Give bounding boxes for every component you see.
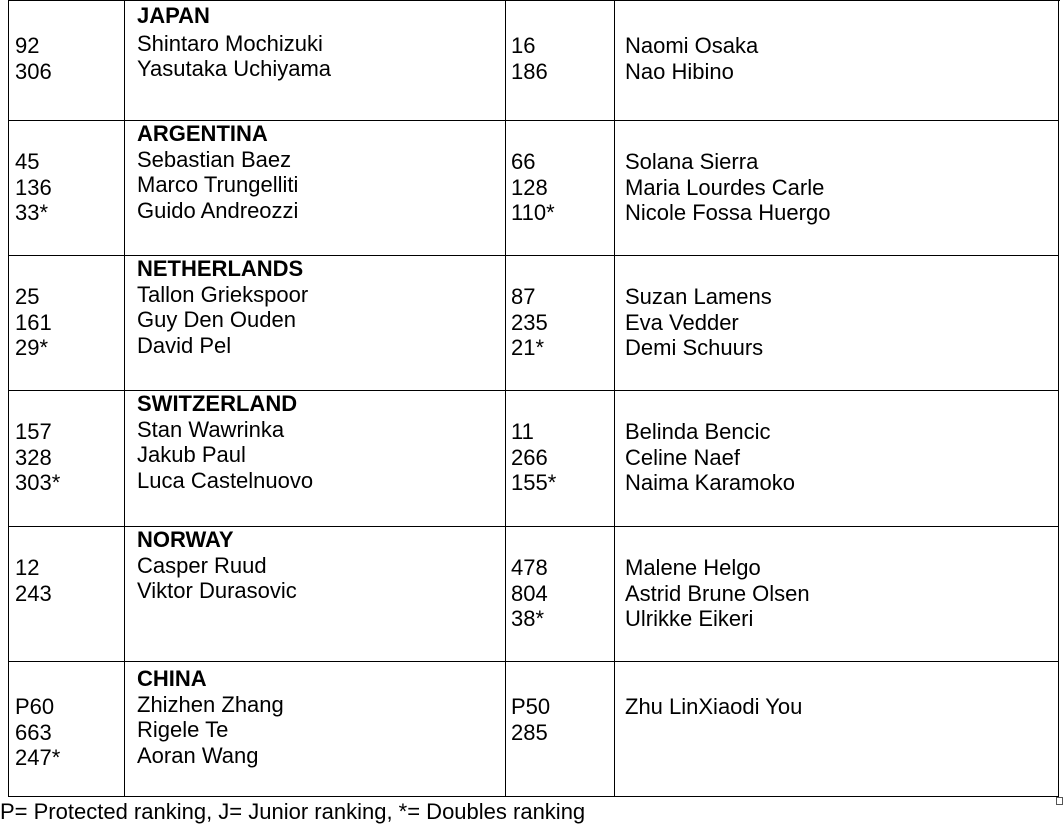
men-ranking: 12 bbox=[15, 555, 40, 580]
country-heading: ARGENTINA bbox=[137, 121, 268, 146]
women-player-name: Ulrikke Eikeri bbox=[625, 606, 754, 632]
men-player-name: Guido Andreozzi bbox=[137, 197, 299, 223]
women-ranking: 285 bbox=[511, 719, 548, 745]
cell-end-marker-icon bbox=[1056, 797, 1063, 805]
country-heading: NORWAY bbox=[137, 527, 234, 552]
men-player-name: Guy Den Ouden bbox=[137, 307, 296, 333]
women-rankings-cell bbox=[506, 391, 615, 527]
men-players-cell bbox=[125, 527, 506, 662]
country-heading: SWITZERLAND bbox=[137, 391, 298, 416]
men-ranking: 328 bbox=[15, 444, 52, 470]
men-players-cell bbox=[125, 121, 506, 256]
women-player-name: Naomi Osaka bbox=[625, 33, 759, 58]
women-players-cell bbox=[615, 1, 1059, 121]
men-players-cell bbox=[125, 391, 506, 527]
men-ranking: P60 bbox=[15, 694, 55, 719]
women-ranking: 128 bbox=[511, 174, 548, 200]
women-players-cell bbox=[615, 527, 1059, 662]
men-rankings-cell bbox=[9, 1, 125, 121]
men-player-name: Luca Castelnuovo bbox=[137, 467, 314, 493]
women-ranking: 266 bbox=[511, 444, 548, 470]
men-rankings-cell bbox=[9, 391, 125, 527]
women-ranking: 11 bbox=[511, 419, 534, 444]
women-ranking: 38* bbox=[511, 606, 545, 632]
men-player-name: Casper Ruud bbox=[137, 552, 267, 578]
men-player-name: David Pel bbox=[137, 332, 232, 358]
men-player-name: Jakub Paul bbox=[137, 442, 246, 468]
men-players-cell bbox=[125, 1, 506, 121]
men-player-name: Shintaro Mochizuki bbox=[137, 30, 323, 56]
women-ranking: 110* bbox=[511, 200, 555, 226]
women-ranking: 16 bbox=[511, 33, 536, 58]
men-player-name: Aoran Wang bbox=[137, 742, 259, 768]
women-ranking: 804 bbox=[511, 580, 548, 606]
women-ranking: 87 bbox=[511, 284, 536, 309]
women-ranking: 155* bbox=[511, 470, 557, 496]
women-player-name: Celine Naef bbox=[625, 444, 740, 470]
women-ranking: 66 bbox=[511, 149, 536, 174]
men-player-name: Sebastian Baez bbox=[137, 146, 292, 172]
women-ranking: 478 bbox=[511, 555, 548, 580]
women-ranking: P50 bbox=[511, 694, 551, 719]
men-ranking: 33* bbox=[15, 200, 49, 226]
men-ranking: 161 bbox=[15, 309, 52, 335]
women-player-name: Astrid Brune Olsen bbox=[625, 580, 810, 606]
men-players-cell bbox=[125, 662, 506, 797]
men-players-cell bbox=[125, 256, 506, 391]
country-heading: CHINA bbox=[137, 666, 207, 691]
women-player-name: Zhu LinXiaodi You bbox=[625, 694, 803, 719]
men-player-name: Yasutaka Uchiyama bbox=[137, 56, 332, 82]
men-rankings-cell bbox=[9, 121, 125, 256]
women-player-name: Solana Sierra bbox=[625, 149, 759, 174]
men-player-name: Rigele Te bbox=[137, 717, 229, 743]
women-rankings-cell bbox=[506, 662, 615, 797]
women-player-name: Nao Hibino bbox=[625, 58, 734, 84]
men-ranking: 136 bbox=[15, 174, 52, 200]
men-ranking: 243 bbox=[15, 580, 52, 606]
women-player-name: Suzan Lamens bbox=[625, 284, 772, 309]
men-ranking: 247* bbox=[15, 745, 61, 771]
women-rankings-cell bbox=[506, 121, 615, 256]
women-rankings-cell bbox=[506, 256, 615, 391]
ranking-footnote: P= Protected ranking, J= Junior ranking, *= Doubles ranking bbox=[0, 799, 586, 824]
women-player-name: Nicole Fossa Huergo bbox=[625, 200, 831, 226]
men-rankings-cell bbox=[9, 527, 125, 662]
team-rankings-table bbox=[8, 0, 1060, 797]
men-ranking: 92 bbox=[15, 33, 40, 58]
men-ranking: 306 bbox=[15, 58, 52, 84]
men-ranking: 25 bbox=[15, 284, 40, 309]
women-player-name: Eva Vedder bbox=[625, 309, 739, 335]
women-player-name: Naima Karamoko bbox=[625, 470, 795, 496]
men-ranking: 45 bbox=[15, 149, 40, 174]
men-player-name: Tallon Griekspoor bbox=[137, 281, 309, 307]
men-player-name: Stan Wawrinka bbox=[137, 416, 285, 442]
country-heading: JAPAN bbox=[137, 3, 210, 28]
women-player-name: Belinda Bencic bbox=[625, 419, 771, 444]
men-player-name: Viktor Durasovic bbox=[137, 578, 297, 604]
women-players-cell bbox=[615, 391, 1059, 527]
women-ranking: 235 bbox=[511, 309, 548, 335]
women-player-name: Demi Schuurs bbox=[625, 335, 764, 361]
women-ranking: 21* bbox=[511, 335, 545, 361]
men-rankings-cell bbox=[9, 256, 125, 391]
women-ranking: 186 bbox=[511, 58, 548, 84]
women-players-cell bbox=[615, 256, 1059, 391]
men-ranking: 303* bbox=[15, 470, 61, 496]
men-ranking: 29* bbox=[15, 335, 49, 361]
men-rankings-cell bbox=[9, 662, 125, 797]
women-player-name: Malene Helgo bbox=[625, 555, 761, 580]
women-players-cell bbox=[615, 121, 1059, 256]
women-rankings-cell bbox=[506, 527, 615, 662]
country-heading: NETHERLANDS bbox=[137, 256, 304, 281]
women-player-name: Maria Lourdes Carle bbox=[625, 174, 825, 200]
men-ranking: 157 bbox=[15, 419, 52, 444]
women-rankings-cell bbox=[506, 1, 615, 121]
men-player-name: Zhizhen Zhang bbox=[137, 691, 284, 717]
women-players-cell bbox=[615, 662, 1059, 797]
men-player-name: Marco Trungelliti bbox=[137, 172, 299, 198]
men-ranking: 663 bbox=[15, 719, 52, 745]
